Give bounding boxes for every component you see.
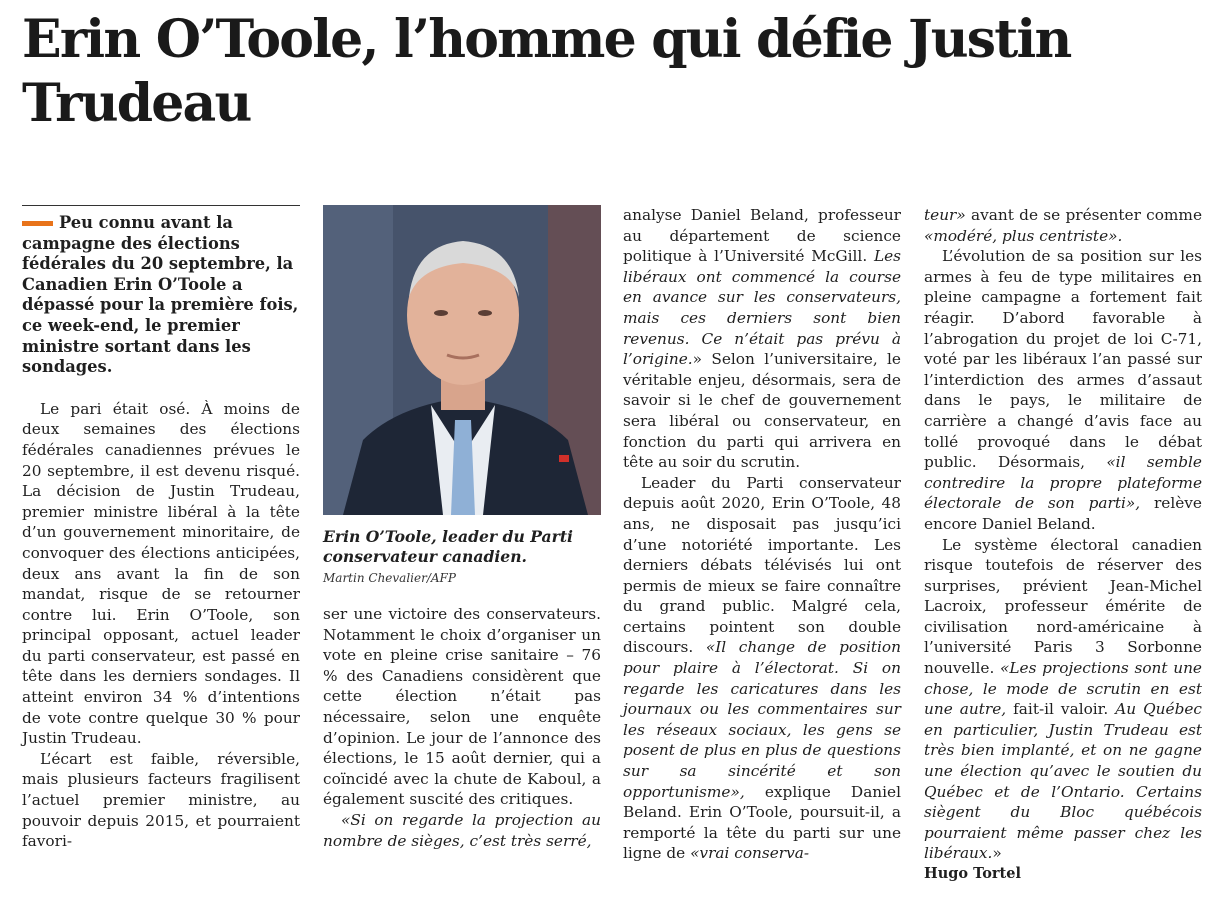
body-paragraph: ser une victoire des conservateurs. Notamment le choix d’organiser un vote en pleine crise sanitaire – 76 % des Canadiens considèrent que cette élection n’était pas nécessaire, selon une enquête d’opinion. Le jour de l’annonce des élections, le 15 août dernier, qui a coïncidé avec la chute de Kaboul, a également suscité des critiques. xyxy=(323,605,601,809)
quote: «il semble contredire la propre plateforme électorale de son parti», xyxy=(924,453,1202,513)
column-2 xyxy=(323,205,601,851)
quote: teur» xyxy=(924,206,966,224)
text-run: L’évolution de sa position sur les armes à feu de type militaires en pleine campagne a fortement fait réagir. D’abord favorable à l’abrogation du projet de loi C-71, voté par les libéraux l’an passé sur l’interdiction des armes d’assaut dans le pays, le militaire de carrière a changé d’avis face au tollé provoqué dans le débat public. Désormais, xyxy=(924,247,1202,472)
quote: Les libéraux ont commencé la course en avance sur les conservateurs, mais ces derniers sont bien revenus. Ce n’était pas prévu à l’origine. xyxy=(623,247,901,369)
text-run: analyse Daniel Beland, professeur au département de science politique à l’Université McGill. xyxy=(623,206,901,266)
lead-paragraph xyxy=(22,213,300,378)
text-run: avant de se présenter comme xyxy=(971,206,1202,224)
body-paragraph xyxy=(623,205,901,473)
text-run: Leader du Parti conservateur depuis août 2020, Erin O’Toole, 48 ans, ne disposait pas jusqu’ici d’une notoriété importante. Les derniers débats télévisés lui ont permis de mieux se faire connaître du grand public. Malgré cela, certains pointent son double discours. xyxy=(623,473,901,657)
column-3 xyxy=(623,205,901,864)
portrait-illustration xyxy=(323,205,601,515)
photo-credit: Martin Chevalier/AFP xyxy=(323,571,456,585)
column-1 xyxy=(22,205,300,852)
quote: «vrai conserva- xyxy=(690,844,810,863)
body-paragraph xyxy=(623,473,901,864)
quote: «Si on regarde la projection au nombre de sièges, c’est très serré, xyxy=(323,810,601,850)
text-run: relève encore Daniel Beland. xyxy=(924,494,1202,533)
accent-dash xyxy=(22,221,53,226)
text-run: fait-il valoir. xyxy=(1013,700,1109,719)
body-paragraph: L’écart est faible, réversible, mais plusieurs facteurs fragilisent l’actuel premier ministre, au pouvoir depuis 2015, et pourraient favori- xyxy=(22,749,300,851)
body-paragraph xyxy=(924,246,1202,534)
text-run: explique Daniel Beland. Erin O’Toole, poursuit-il, a remporté la tête du parti sur une ligne de xyxy=(623,782,901,863)
text-run: Le système électoral canadien risque toutefois de réserver des surprises, prévient Jean-Michel Lacroix, professeur émérite de civilisation nord-américaine à l’université Paris 3 Sorbonne nouvelle. xyxy=(924,535,1202,678)
body-paragraph xyxy=(924,535,1202,865)
lead-text: Peu connu avant la campagne des élections fédérales du 20 septembre, la Canadien Erin O’Toole a dépassé pour la première fois, ce week-end, le premier ministre sortant dans les sondages. xyxy=(22,213,299,377)
column-4 xyxy=(924,205,1202,885)
text-run: » Selon l’universitaire, le véritable enjeu, désormais, sera de savoir si le chef de gouvernement sera libéral ou conservateur, en fonction du parti qui arrivera en tête au soir du scrutin. xyxy=(623,350,901,472)
body-paragraph xyxy=(924,205,1202,246)
body-paragraph: Le pari était osé. À moins de deux semaines des élections fédérales canadiennes prévues le 20 septembre, il est devenu risqué. La décision de Justin Trudeau, premier ministre libéral à la tête d’un gouvernement minoritaire, de convoquer des élections anticipées, deux ans avant la fin de son mandat, risque de se retourner contre lui. Erin O’Toole, son principal opposant, actuel leader du parti conservateur, est passé en tête dans les derniers sondages. Il atteint environ 34 % d’intentions de vote contre quelque 30 % pour Justin Trudeau. xyxy=(22,399,300,748)
photo-caption: Erin O’Toole, leader du Parti conservateur canadien. xyxy=(323,527,573,566)
text-run: » xyxy=(992,844,1002,863)
headline: Erin O’Toole, l’homme qui défie Justin Trudeau xyxy=(22,9,1071,134)
quote: Au Québec en particulier, Justin Trudeau est très bien implanté, et on ne gagne une élection qu’avec le soutien du Québec et de l’Ontario. Certains siègent du Bloc québécois pourraient même passer chez les libéraux. xyxy=(924,700,1202,863)
quote: «Il change de position pour plaire à l’électorat. Si on regarde les caricatures dans les journaux ou les commentaires sur les réseaux sociaux, les gens se posent de plus en plus de questions sur sa sincérité et son opportunisme», xyxy=(623,638,901,801)
quote: «modéré, plus centriste». xyxy=(924,226,1123,245)
body-paragraph xyxy=(323,810,601,851)
quote: «Les projections sont une chose, le mode de scrutin en est une autre, xyxy=(924,659,1202,719)
lead-rule xyxy=(22,205,300,206)
author-signature: Hugo Tortel xyxy=(924,865,1021,882)
portrait-photo xyxy=(323,205,601,515)
